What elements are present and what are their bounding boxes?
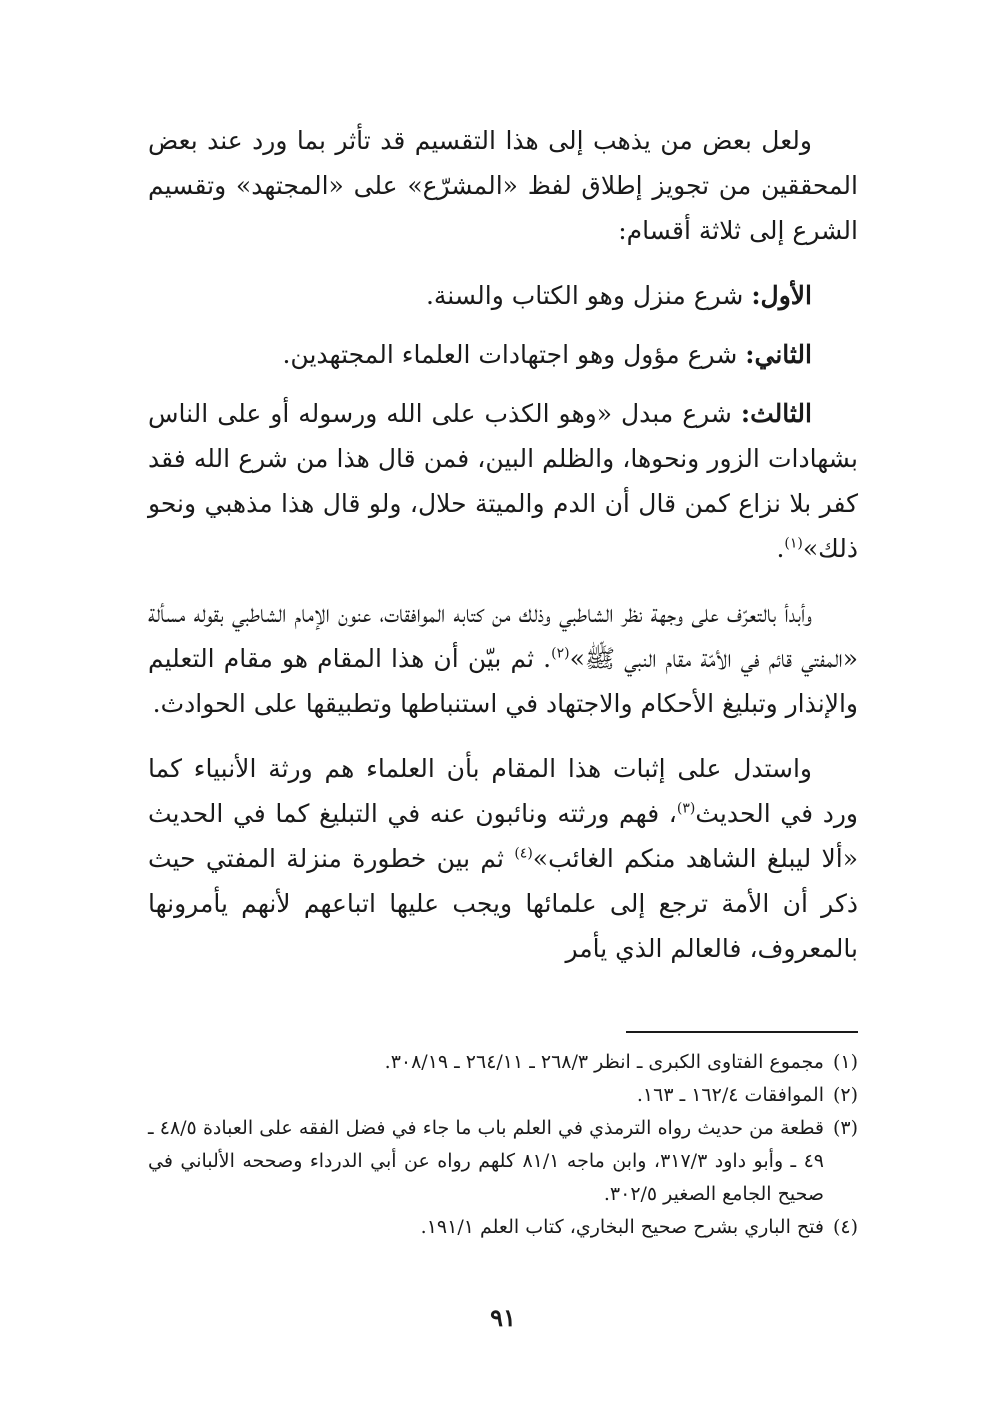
spacer — [148, 318, 858, 332]
footnote — [148, 1112, 858, 1211]
punctuation: . — [776, 534, 785, 563]
footnote — [148, 1211, 858, 1244]
footnote-text: مجموع الفتاوى الكبرى ـ انظر ٢٦٨/٣ ـ ٢٦٤/١١ ـ ٣٠٨/١٩. — [384, 1051, 824, 1073]
spacer — [148, 253, 858, 273]
spacer — [148, 726, 858, 746]
footnote-ref: (٣) — [676, 800, 696, 817]
paragraph-text: . ثم بيّن أن هذا المقام هو مقام التعليم والإنذار وتبليغ الأحكام والاجتهاد في استنباطها وتطبيقها على الحوادث. — [148, 644, 858, 718]
footnote-ref: (١) — [784, 535, 803, 552]
footnote-number: (١) — [832, 1051, 858, 1073]
paragraph-text: وأبدأ بالتعرّف على وجهة نظر الشاطبي وذلك من كتابه الموافقات، عنون الإمام الشاطبي بقوله مسألة «المفتي قائم في الأمّة مقام النبي ﷺ» — [148, 599, 858, 673]
footnote-ref: (٢) — [551, 645, 570, 662]
division-item-first — [148, 273, 858, 318]
paragraph-text: ثم بين خطورة منزلة المفتي حيث ذكر أن الأمة ترجع إلى علمائها ويجب عليها اتباعهم لأنهم يأمرونها بالمعروف، فالعالم الذي يأمر — [148, 844, 858, 963]
book-page — [148, 118, 858, 1409]
spacer — [148, 377, 858, 391]
footnote-text: الموافقات ١٦٢/٤ ـ ١٦٣. — [636, 1084, 824, 1106]
division-text: شرع منزل وهو الكتاب والسنة. — [425, 281, 744, 310]
division-term: الثالث: — [740, 399, 812, 428]
division-text: شرع مؤول وهو اجتهادات العلماء المجتهدين. — [282, 340, 738, 369]
footnote-number: (٤) — [832, 1216, 858, 1238]
division-item-second — [148, 332, 858, 377]
footnote-number: (٢) — [832, 1084, 858, 1106]
footnote-text: قطعة من حديث رواه الترمذي في العلم باب ما جاء في فضل الفقه على العبادة ٤٨/٥ ـ ٤٩ ـ وأبو داود ٣١٧/٣، وابن ماجه ٨١/١ كلهم رواه عن أبي الدرداء وصححه الألباني في صحيح الجامع الصغير ٣٠٢/٥. — [148, 1117, 825, 1205]
footnote-ref: (٤) — [514, 845, 533, 862]
division-text: شرع مبدل «وهو الكذب على الله ورسوله أو على الناس بشهادات الزور ونحوها، والظلم البين، فمن قال هذا من شرع الله فقد كفر بلا نزاع كمن قال أن الدم والميتة حلال، ولو قال هذا مذهبي ونحو ذلك» — [148, 399, 858, 563]
footnote — [148, 1079, 858, 1112]
footnotes — [148, 1046, 858, 1244]
main-text — [148, 118, 858, 971]
footnote-text: فتح الباري بشرح صحيح البخاري، كتاب العلم ١٩١/١. — [420, 1216, 824, 1238]
paragraph-text: واستدل على إثبات هذا المقام بأن العلماء هم ورثة الأنبياء كما ورد في الحديث — [148, 754, 858, 828]
footnote — [148, 1046, 858, 1079]
spacer — [148, 571, 858, 591]
division-item-third — [148, 391, 858, 571]
page-number: ٩١ — [490, 1303, 516, 1332]
evidence-paragraph — [148, 746, 858, 971]
intro-paragraph: ولعل بعض من يذهب إلى هذا التقسيم قد تأثر بما ورد عند بعض المحققين من تجويز إطلاق لفظ «المشرّع» على «المجتهد» وتقسيم الشرع إلى ثلاثة أقسام: — [148, 126, 858, 245]
division-term: الأول: — [751, 281, 812, 310]
footnote-divider — [626, 1031, 858, 1033]
footnote-number: (٣) — [832, 1117, 858, 1139]
division-term: الثاني: — [745, 340, 812, 369]
paragraph-text: ، فهم ورثته ونائبون عنه في التبليغ كما في الحديث «ألا ليبلغ الشاهد منكم الغائب» — [148, 799, 858, 873]
shatibi-paragraph — [148, 591, 858, 726]
